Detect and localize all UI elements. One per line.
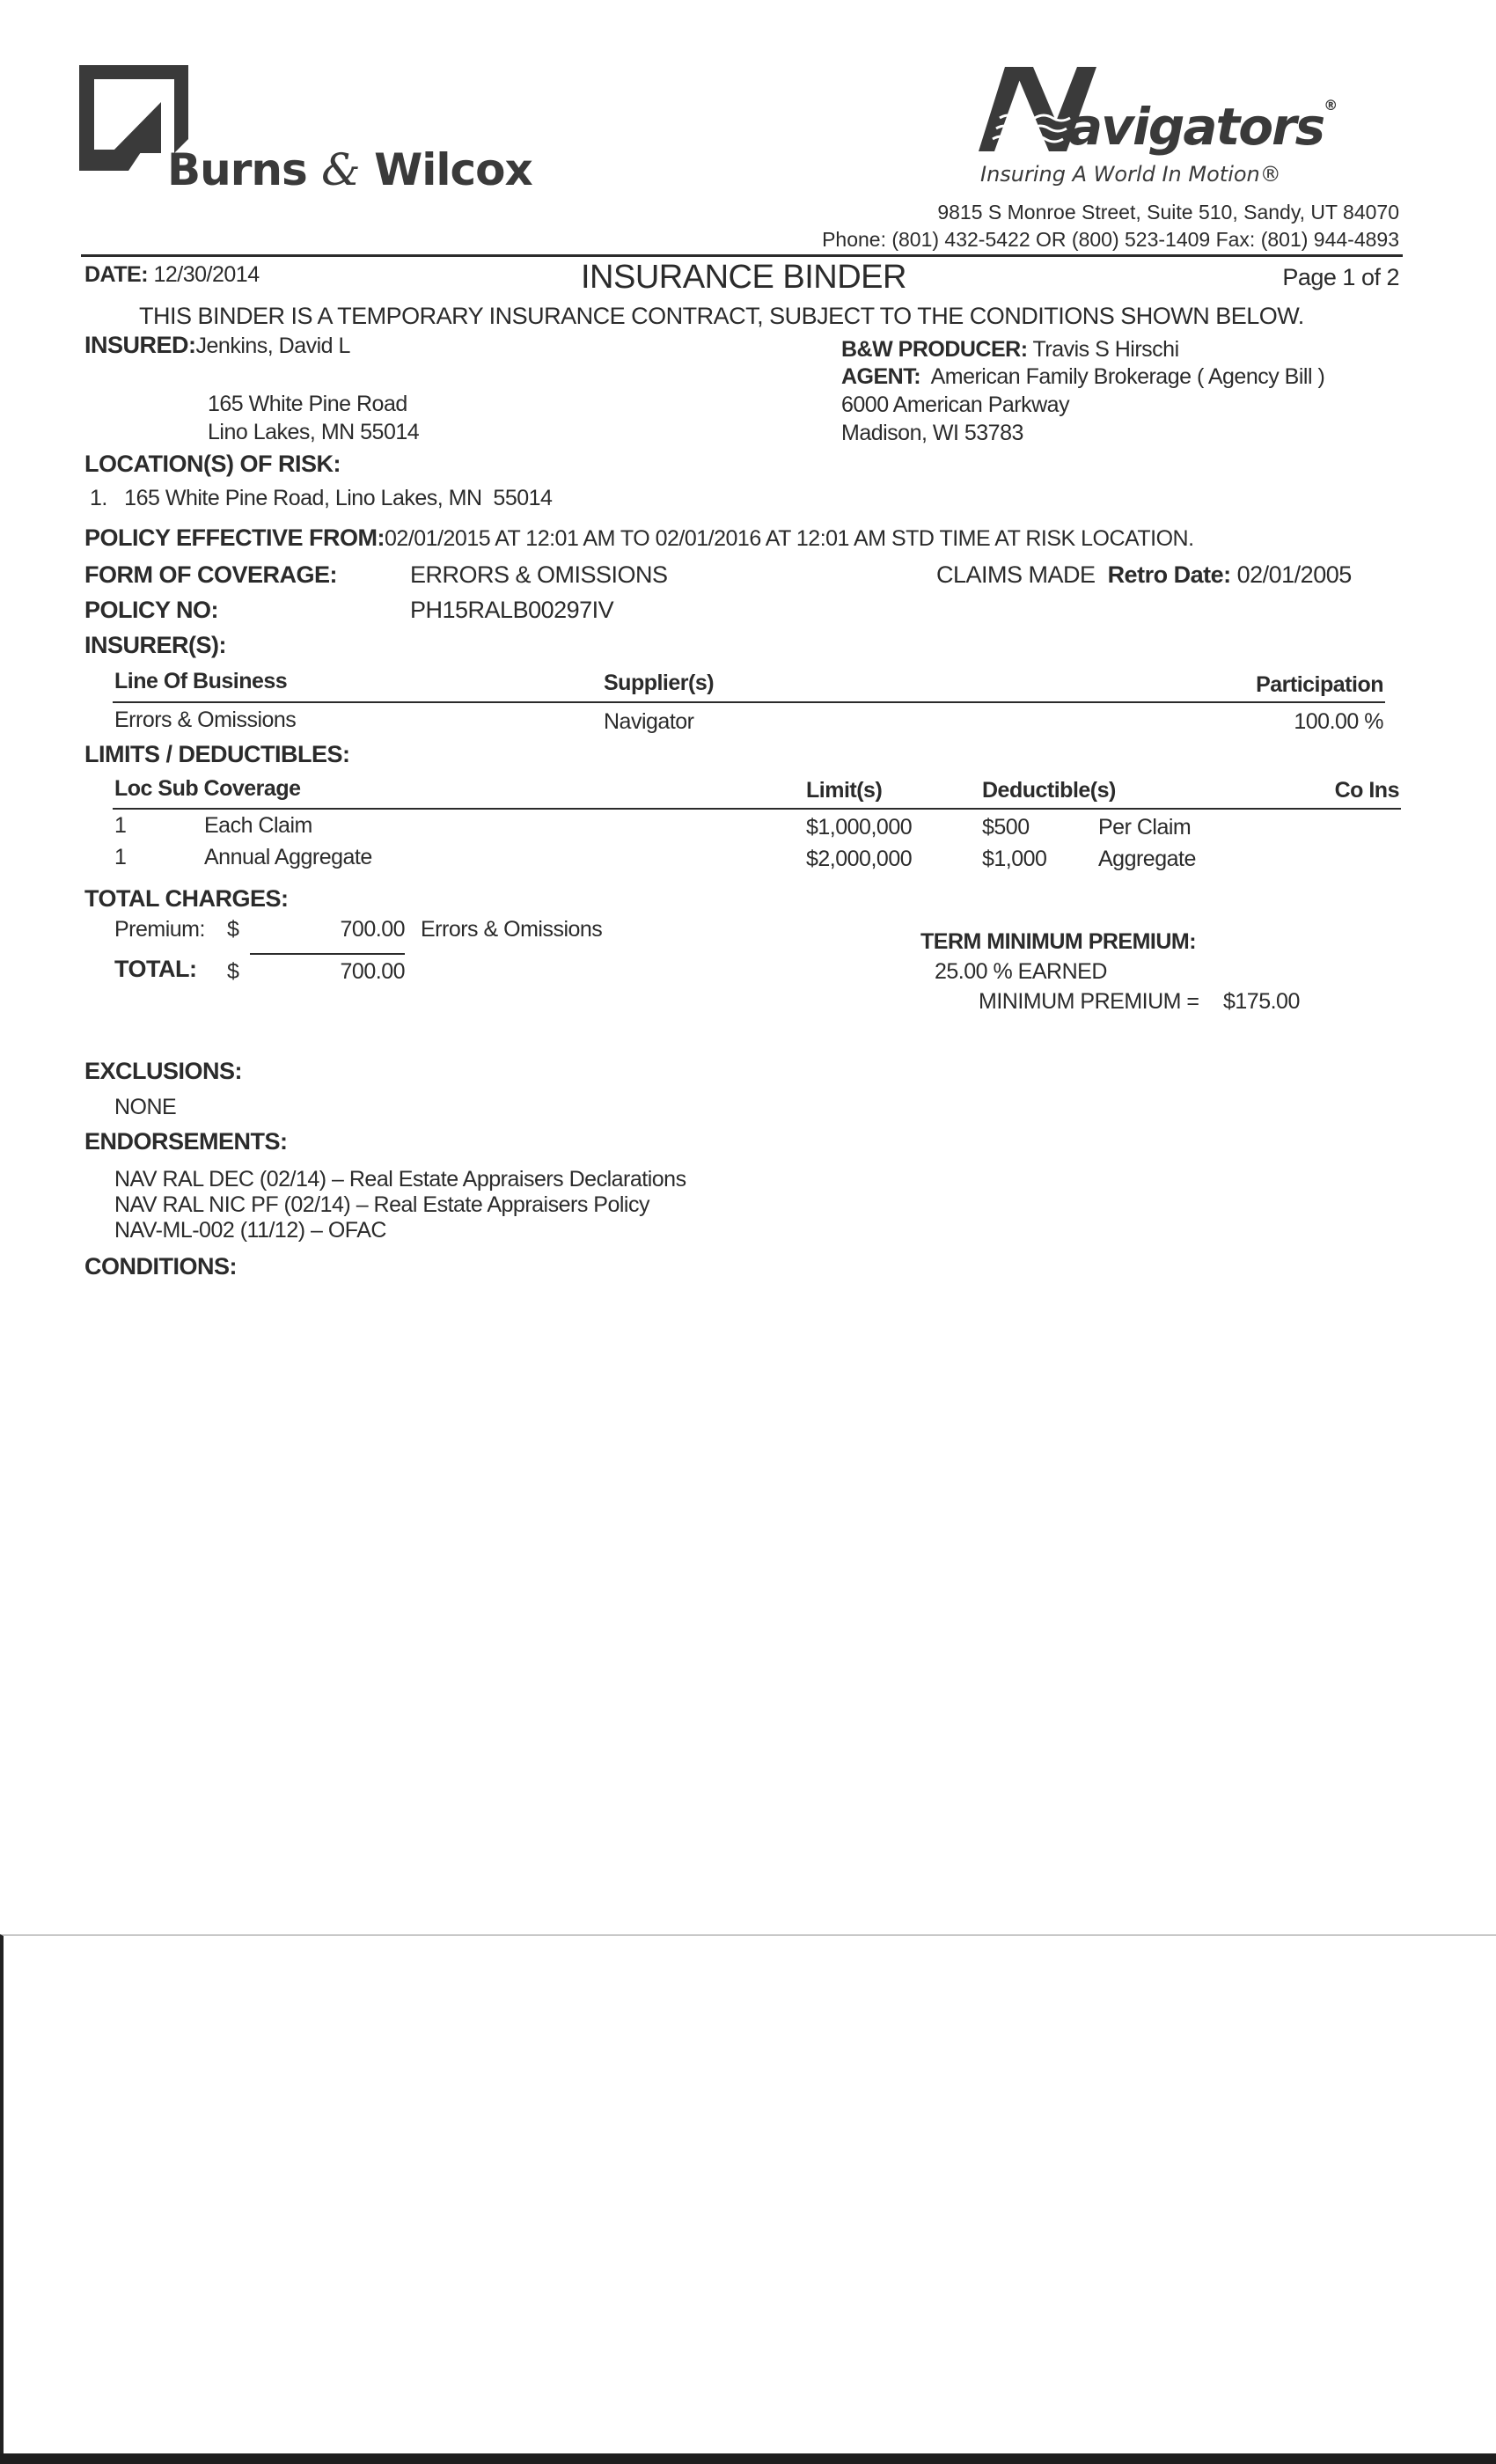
- total-divider: [250, 953, 405, 955]
- registered-mark: ®: [1324, 97, 1337, 114]
- premium-currency: $: [227, 917, 239, 942]
- policy-effective-label: POLICY EFFECTIVE FROM:: [84, 524, 385, 551]
- limit-deductible-type: Per Claim: [1098, 815, 1192, 840]
- minimum-premium-label: MINIMUM PREMIUM =: [979, 989, 1199, 1014]
- term-minimum-premium-label: TERM MINIMUM PREMIUM:: [920, 929, 1197, 954]
- limit-amount: $1,000,000: [806, 815, 913, 840]
- navigators-tagline: Insuring A World In Motion®: [980, 162, 1281, 187]
- claims-made-row: [936, 561, 1352, 589]
- premium-description: Errors & Omissions: [421, 917, 603, 942]
- exclusions-label: EXCLUSIONS:: [84, 1058, 243, 1084]
- limit-deductible: $500: [982, 815, 1030, 840]
- premium-value: 700.00: [340, 917, 405, 942]
- premium-label: Premium:: [114, 917, 205, 942]
- locations-label: LOCATION(S) OF RISK:: [84, 451, 341, 477]
- insurers-label: INSURER(S):: [84, 632, 226, 658]
- endorsement-item: NAV-ML-002 (11/12) – OFAC: [114, 1218, 386, 1243]
- total-charges-label: TOTAL CHARGES:: [84, 885, 289, 912]
- insurers-header-line-of-business: Line Of Business: [114, 669, 288, 693]
- producer-row: [841, 337, 1179, 363]
- agent-row: [841, 364, 1324, 390]
- burns-wilcox-logo-text: Burns: [167, 144, 307, 195]
- company-phone: Phone: (801) 432-5422 OR (800) 523-1409 Fax: (801) 944-4893: [822, 228, 1399, 251]
- retro-date-value: 02/01/2005: [1236, 561, 1352, 588]
- limit-deductible: $1,000: [982, 847, 1047, 871]
- producer-name: Travis S Hirschi: [1032, 337, 1179, 362]
- limits-header-coverage: Loc Sub Coverage: [114, 776, 301, 801]
- agent-address1: 6000 American Parkway: [841, 392, 1070, 417]
- total-label: TOTAL:: [114, 956, 197, 982]
- policy-effective-row: [84, 524, 1194, 552]
- page-indicator: Page 1 of 2: [1282, 264, 1399, 290]
- insured-label: INSURED:: [84, 332, 196, 358]
- policy-no-value: PH15RALB00297IV: [410, 597, 614, 623]
- agent-name: American Family Brokerage ( Agency Bill ): [930, 364, 1325, 389]
- date-row: [84, 262, 260, 288]
- endorsement-item: NAV RAL NIC PF (02/14) – Real Estate Appraisers Policy: [114, 1192, 649, 1217]
- claims-made: CLAIMS MADE: [936, 561, 1096, 588]
- form-of-coverage-label: FORM OF COVERAGE:: [84, 561, 337, 588]
- insurers-header-divider: [113, 701, 1385, 703]
- endorsement-item: NAV RAL DEC (02/14) – Real Estate Appraisers Declarations: [114, 1167, 686, 1192]
- retro-date-label: Retro Date:: [1107, 561, 1231, 588]
- limit-loc: 1: [114, 845, 127, 869]
- limit-amount: $2,000,000: [806, 847, 913, 871]
- limit-coverage: Annual Aggregate: [204, 845, 372, 869]
- binder-disclaimer: THIS BINDER IS A TEMPORARY INSURANCE CONTRACT, SUBJECT TO THE CONDITIONS SHOWN BELOW.: [139, 303, 1304, 329]
- producer-label: B&W PRODUCER:: [841, 337, 1028, 362]
- insurers-header-suppliers: Supplier(s): [604, 671, 715, 695]
- endorsements-label: ENDORSEMENTS:: [84, 1128, 288, 1155]
- header-divider: [81, 254, 1403, 257]
- limits-header-co-ins: Co Ins: [1334, 778, 1399, 803]
- conditions-label: CONDITIONS:: [84, 1253, 237, 1280]
- insured-address2: Lino Lakes, MN 55014: [208, 420, 420, 444]
- minimum-premium-value: $175.00: [1223, 989, 1300, 1014]
- limits-header-deductibles: Deductible(s): [982, 778, 1116, 803]
- burns-wilcox-logo-amp: &: [321, 144, 360, 195]
- location-item: 1. 165 White Pine Road, Lino Lakes, MN 55014: [90, 486, 553, 510]
- policy-effective-value: 02/01/2015 AT 12:01 AM TO 02/01/2016 AT 12:01 AM STD TIME AT RISK LOCATION.: [385, 526, 1194, 551]
- limit-deductible-type: Aggregate: [1098, 847, 1196, 871]
- agent-label: AGENT:: [841, 364, 921, 389]
- limit-coverage: Each Claim: [204, 813, 312, 838]
- insurer-participation: 100.00 %: [1294, 709, 1383, 734]
- document-title: INSURANCE BINDER: [581, 259, 906, 296]
- limits-header-limits: Limit(s): [806, 778, 883, 803]
- agent-address2: Madison, WI 53783: [841, 421, 1023, 445]
- form-of-coverage-value: ERRORS & OMISSIONS: [410, 561, 668, 588]
- policy-no-label: POLICY NO:: [84, 597, 219, 623]
- scan-edge: [0, 2453, 1496, 2464]
- burns-wilcox-logo-text2: Wilcox: [374, 144, 532, 195]
- limit-loc: 1: [114, 813, 127, 838]
- total-currency: $: [227, 959, 239, 984]
- earned-percentage: 25.00 % EARNED: [935, 959, 1107, 984]
- blank-page-area: [0, 1934, 1496, 2464]
- insured-address1: 165 White Pine Road: [208, 392, 407, 416]
- insurers-header-participation: Participation: [1256, 672, 1383, 697]
- exclusions-value: NONE: [114, 1095, 177, 1119]
- insured-name: Jenkins, David L: [195, 334, 350, 358]
- total-value: 700.00: [340, 959, 405, 984]
- insured-row: [84, 332, 350, 359]
- date-value: 12/30/2014: [153, 262, 260, 287]
- date-label: DATE:: [84, 262, 149, 287]
- company-address: 9815 S Monroe Street, Suite 510, Sandy, UT 84070: [937, 201, 1399, 224]
- insurer-supplier: Navigator: [604, 709, 694, 734]
- limits-header-divider: [113, 808, 1401, 810]
- insurer-line-of-business: Errors & Omissions: [114, 708, 297, 732]
- navigators-logo-text: avigators: [1068, 97, 1324, 157]
- limits-label: LIMITS / DEDUCTIBLES:: [84, 741, 350, 767]
